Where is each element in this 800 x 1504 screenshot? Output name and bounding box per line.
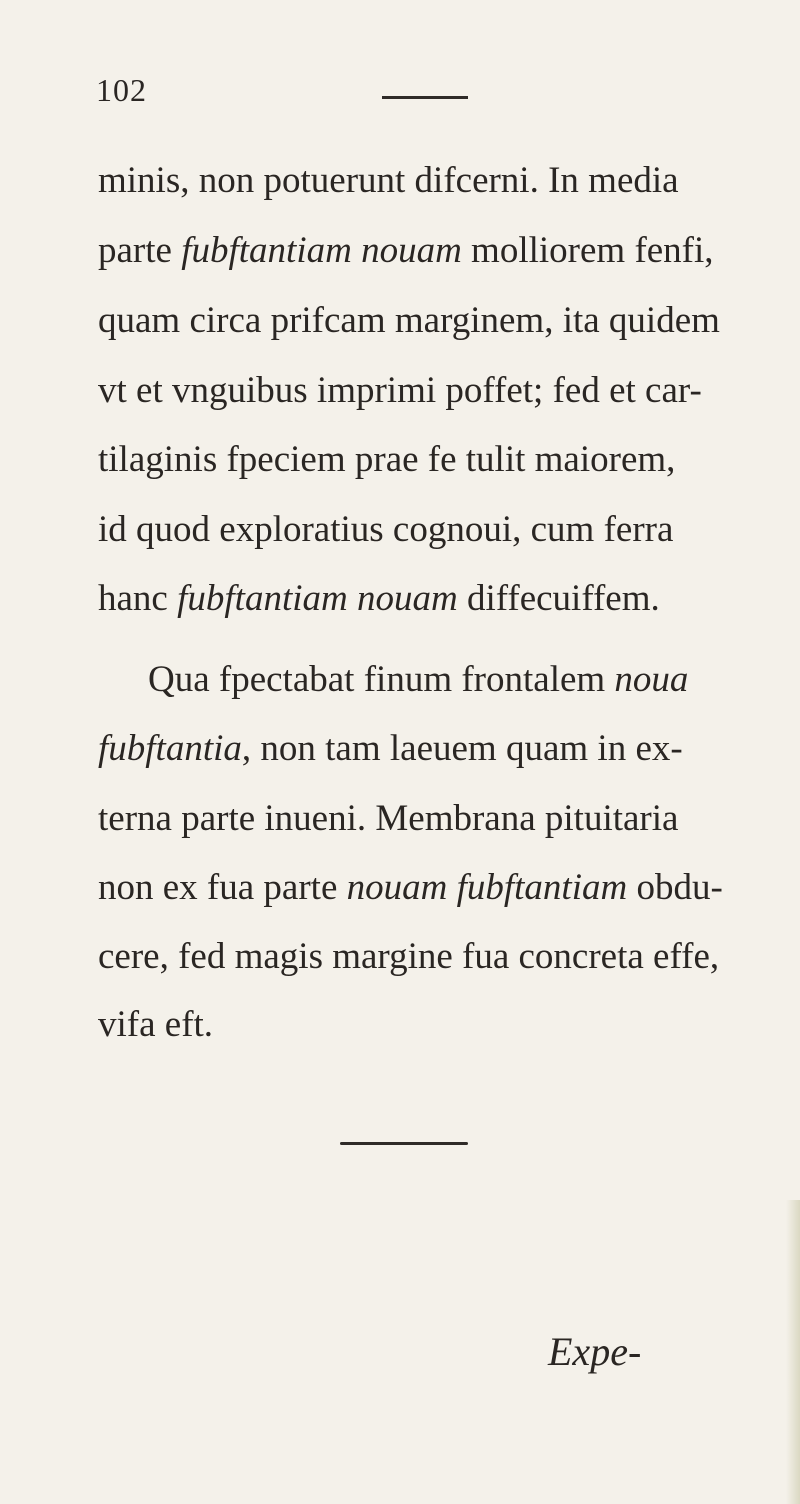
- text-line-8: [148, 658, 688, 702]
- italic-phrase: fubftantia: [98, 728, 242, 769]
- text-line-1: minis, non potuerunt difcerni. In media: [98, 160, 679, 201]
- text-segment: parte: [98, 230, 182, 271]
- section-end-rule: [340, 1142, 468, 1145]
- text-segment: Qua fpectabat finum frontalem: [148, 659, 615, 700]
- text-line-9: [98, 727, 683, 771]
- text-line-2: [98, 229, 714, 273]
- text-segment: hanc: [98, 578, 178, 619]
- italic-phrase: fubftantiam nouam: [177, 578, 458, 619]
- text-line-13: vifa eft.: [98, 1004, 214, 1045]
- italic-phrase: nouam fubftantiam: [346, 867, 628, 908]
- italic-phrase: noua: [614, 659, 689, 700]
- page-number: 102: [96, 72, 147, 108]
- text-line-3: quam circa prifcam marginem, ita quidem: [98, 300, 720, 341]
- header-rule: [382, 96, 468, 99]
- italic-phrase: fubftantiam nouam: [181, 230, 462, 271]
- text-line-10: terna parte inueni. Membrana pituitaria: [98, 798, 679, 839]
- text-segment: obdu-: [627, 867, 723, 908]
- text-line-11: [98, 866, 723, 910]
- text-line-7: [98, 577, 660, 621]
- text-segment: non ex fua parte: [98, 867, 347, 908]
- text-segment: , non tam laeuem quam in ex-: [241, 728, 683, 769]
- text-line-4: vt et vnguibus imprimi poffet; fed et car-: [98, 370, 702, 411]
- text-line-5: tilaginis fpeciem prae fe tulit maiorem,: [98, 439, 676, 480]
- text-line-12: cere, fed magis margine fua concreta effe,: [98, 936, 720, 977]
- page-edge-shadow: [786, 1200, 800, 1504]
- text-segment: diffecuiffem.: [457, 578, 660, 619]
- catchword: Expe-: [548, 1329, 642, 1374]
- text-segment: molliorem fenfi,: [461, 230, 714, 271]
- text-line-6: id quod exploratius cognoui, cum ferra: [98, 509, 674, 550]
